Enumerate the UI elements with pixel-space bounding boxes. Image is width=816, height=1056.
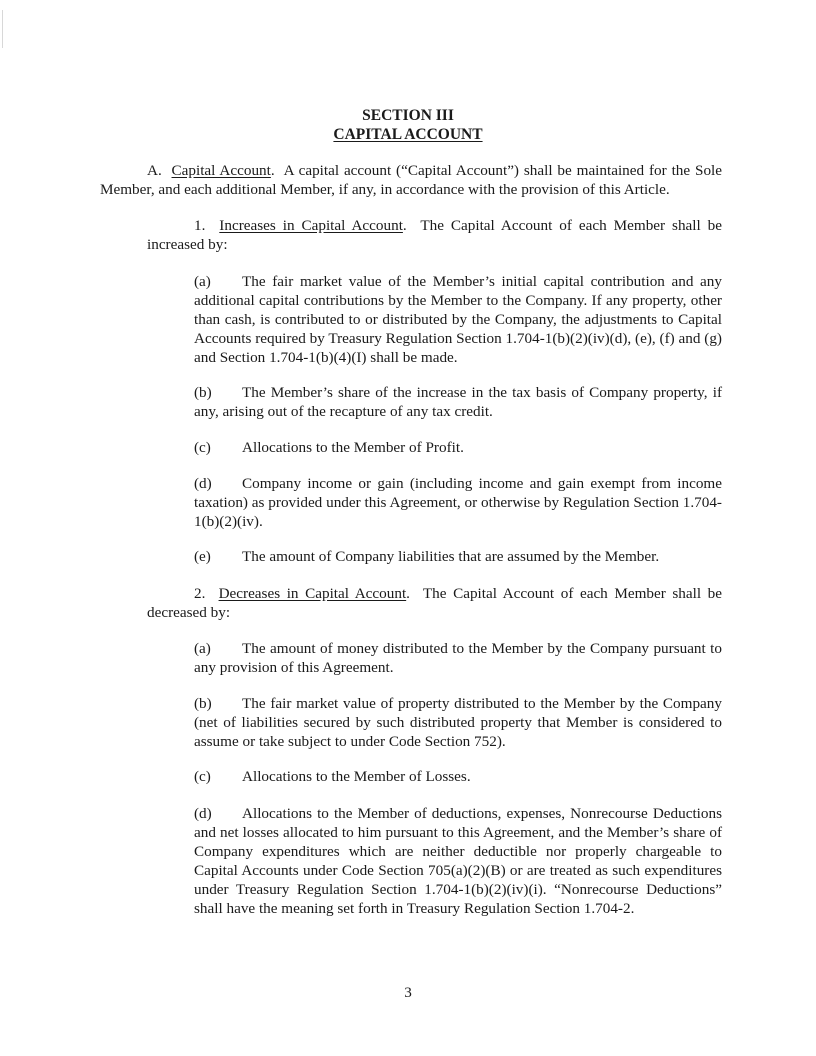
paragraph-1-label: 1. [194,217,206,234]
decrease-item-c-text: Allocations to the Member of Losses. [242,768,471,785]
paragraph-2-heading: Decreases in Capital Account [218,585,407,602]
paragraph-1-text: The Capital Account of each Member shall be increased by: [147,217,722,253]
increase-item-e [194,547,722,566]
paragraph-1: 1. Increases in Capital Account. The Capital Account of each Member shall be increased by: [147,217,722,253]
paragraph-2-text: The Capital Account of each Member shall be decreased by: [147,585,723,621]
paragraph-a-heading: Capital Account [171,162,271,179]
decrease-item-c-label: (c) [194,768,211,785]
increase-item-a-text: The fair market value of the Member’s initial capital contribution and any additional capital contributions by the Member to the Company. If any property, other than cash, is contributed to or distributed by the Company, the adjustments to Capital Accounts required by Treasury Regulation Section 1.704-1(b)(2)(iv)(d), (e), (f) and (g) and Section 1.704-1(b)(4)(I) shall be made. [194,273,722,366]
decrease-item-b-text: The fair market value of property distributed to the Member by the Company (net of liabilities secured by such distributed property that Member is considered to assume or take subject to under Code Section 752). [194,695,722,750]
increase-item-c-text: Allocations to the Member of Profit. [242,439,464,456]
page-number: 3 [404,984,412,1001]
decrease-item-d [194,804,722,918]
increase-item-d-label: (d) [194,475,212,492]
decrease-item-a [194,639,722,677]
increase-item-a-label: (a) [194,273,211,290]
paragraph-a-label: A. [147,162,162,179]
increase-item-e-label: (e) [194,548,211,565]
increase-item-a [194,272,722,367]
paragraph-a: A. Capital Account. A capital account (“Capital Account”) shall be maintained for the Sole Member, and each additional Member, if any, in accordance with the provision of this Article. [100,162,722,198]
paragraph-1-heading: Increases in Capital Account [219,217,403,234]
decrease-item-b-label: (b) [194,695,212,712]
section-title: SECTION III [362,107,454,124]
decrease-item-c [194,767,722,786]
increase-item-b [194,383,722,421]
decrease-item-d-label: (d) [194,805,212,822]
increase-item-e-text: The amount of Company liabilities that are assumed by the Member. [242,548,660,565]
decrease-item-b [194,694,722,751]
increase-item-c [194,438,722,457]
decrease-item-a-label: (a) [194,640,211,657]
paragraph-2: 2. Decreases in Capital Account. The Capital Account of each Member shall be decreased by: [147,585,723,621]
increase-item-b-text: The Member’s share of the increase in the tax basis of Company property, if any, arising out of the recapture of any tax credit. [194,384,722,420]
increase-item-b-label: (b) [194,384,212,401]
paragraph-2-label: 2. [194,585,206,602]
increase-item-d-text: Company income or gain (including income and gain exempt from income taxation) as provided under this Agreement, or otherwise by Regulation Section 1.704-1(b)(2)(iv). [194,475,722,530]
decrease-item-a-text: The amount of money distributed to the Member by the Company pursuant to any provision of this Agreement. [194,640,722,676]
scan-edge-mark [2,10,3,48]
decrease-item-d-text: Allocations to the Member of deductions, expenses, Nonrecourse Deductions and net losses allocated to him pursuant to this Agreement, and the Member’s share of Company expenditures which are neither deductible nor properly chargeable to Capital Accounts under Code Section 705(a)(2)(B) or are treated as such expenditures under Treasury Regulation Section 1.704-1(b)(2)(iv)(i). “Nonrecourse Deductions” shall have the meaning set forth in Treasury Regulation Section 1.704-2. [194,805,722,917]
increase-item-d [194,474,722,531]
increase-item-c-label: (c) [194,439,211,456]
paragraph-a-text: A capital account (“Capital Account”) shall be maintained for the Sole Member, and each additional Member, if any, in accordance with the provision of this Article. [100,162,722,198]
section-subtitle: CAPITAL ACCOUNT [333,126,483,143]
